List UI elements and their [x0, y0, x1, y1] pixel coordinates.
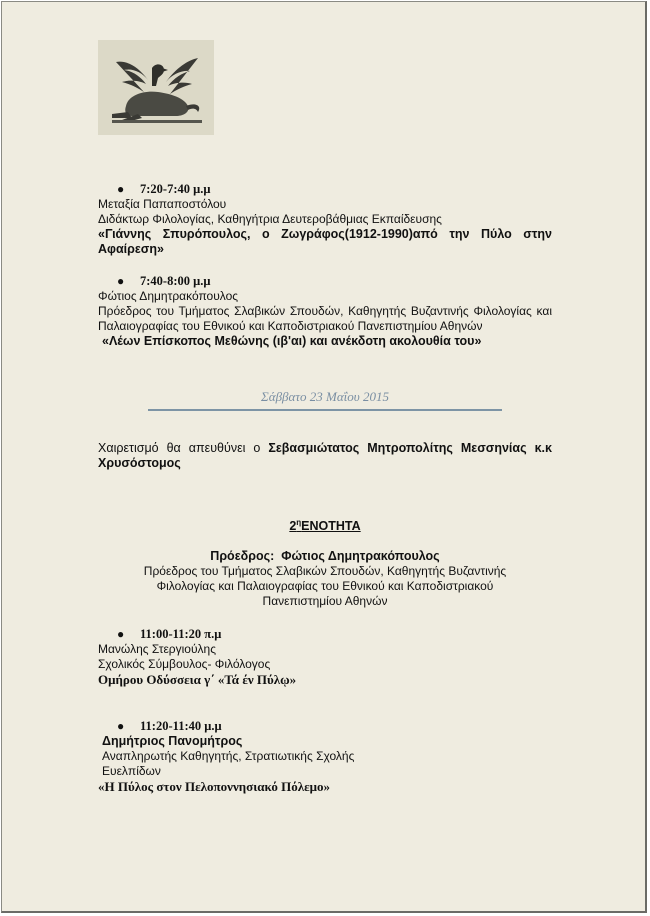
greeting-prefix: Χαιρετισμό θα απευθύνει ο — [98, 441, 269, 455]
bullet-icon: ● — [117, 274, 125, 288]
chair-heading — [98, 549, 552, 564]
chair-line-1: Πρόεδρος του Τμήματος Σλαβικών Σπουδών, Καθηγητής Βυζαντινής — [143, 564, 507, 578]
talk-speaker: Δημήτριος Πανομήτρος — [102, 734, 243, 748]
chair-line-2: Φιλολογίας και Παλαιογραφίας του Εθνικού και Καποδιστριακού — [156, 579, 494, 593]
talk-time: 7:20-7:40 μ.μ — [140, 182, 211, 196]
section-label: ΕΝΟΤΗΤΑ — [301, 519, 361, 534]
divider — [148, 409, 502, 411]
chair-block — [98, 549, 552, 609]
talk-time: 11:20-11:40 μ.μ — [140, 719, 222, 733]
talk-speaker: Μανώλης Στεργιούλης — [98, 642, 216, 656]
talk-affiliation-2: Ευελπίδων — [102, 764, 161, 778]
greeting — [98, 441, 552, 471]
griffin-emblem-icon — [98, 40, 214, 135]
talk-1 — [98, 182, 552, 257]
talk-title: Ομήρου Οδύσσεια γ΄ «Τά έν Πύλῳ» — [98, 672, 297, 687]
section-superscript: η — [296, 518, 302, 527]
talk-affiliation: Πρόεδρος του Τμήματος Σλαβικών Σπουδών, Καθηγητής Βυζαντινής Φιλολογίας και Παλαιογραφίας του Εθνικού και Καποδιστριακού Πανεπιστημίου Αθηνών — [98, 304, 552, 333]
talk-3 — [98, 627, 552, 687]
talk-title: «Γιάννης Σπυρόπουλος, ο Ζωγράφος(1912-1990)από την Πύλο στην Αφαίρεση» — [98, 227, 552, 256]
chair-line-3: Πανεπιστημίου Αθηνών — [262, 594, 388, 608]
talk-time: 11:00-11:20 π.μ — [140, 627, 222, 641]
talk-4 — [98, 719, 552, 794]
bullet-icon: ● — [117, 719, 125, 733]
section-title — [98, 518, 552, 533]
talk-affiliation-1: Αναπληρωτής Καθηγητής, Στρατιωτικής Σχολής — [102, 749, 355, 763]
bullet-icon: ● — [117, 182, 125, 196]
talk-title: «Η Πύλος στον Πελοποννησιακό Πόλεμο» — [98, 779, 331, 794]
greeting-person: Σεβασμιώτατος Μητροπολίτης Μεσσηνίας κ.κ Χρυσόστομος — [98, 441, 552, 470]
talk-speaker: Μεταξία Παπαποστόλου — [98, 197, 227, 211]
talk-2 — [98, 274, 552, 349]
talk-time: 7:40-8:00 μ.μ — [140, 274, 211, 288]
chair-name: Φώτιος Δημητρακόπουλος — [281, 549, 440, 563]
chair-label: Πρόεδρος: — [210, 549, 275, 563]
talk-title: «Λέων Επίσκοπος Μεθώνης (ιβ'αι) και ανέκδοτη ακολουθία του» — [102, 334, 482, 348]
section-number: 2 — [289, 519, 297, 534]
date-heading: Σάββατο 23 Μαΐου 2015 — [261, 389, 389, 404]
talk-affiliation: Σχολικός Σύμβουλος- Φιλόλογος — [98, 657, 271, 671]
talk-speaker: Φώτιος Δημητρακόπουλος — [98, 289, 239, 303]
talk-affiliation: Διδάκτωρ Φιλολογίας, Καθηγήτρια Δευτεροβάθμιας Εκπαίδευσης — [98, 212, 442, 226]
bullet-icon: ● — [117, 627, 125, 641]
